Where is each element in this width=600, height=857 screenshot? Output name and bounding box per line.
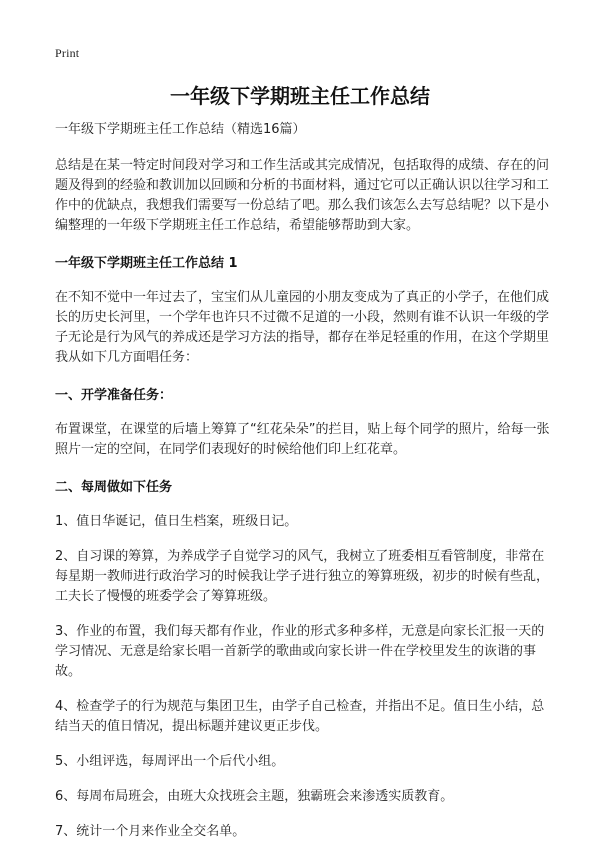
opening-tasks-paragraph: 布置课堂，在课堂的后墙上筹算了“红花朵朵”的拦目，贴上每个同学的照片，给每一张照片一定的空间，在同学们表现好的时候给他们印上红花章。 — [55, 422, 550, 457]
list-item: 4、检查学子的行为规范与集团卫生，由学子自己检查，并指出不足。值日生小结，总结当天的值日情况，提出标题并建议更正步伐。 — [55, 699, 545, 734]
heading-opening-tasks: 一、开学准备任务： — [55, 388, 173, 403]
list-item: 3、作业的布置，我们每天都有作业，作业的形式多种多样，无意是向家长汇报一天的学习情况、无意是给家长唱一首新学的歌曲或向家长讲一件在学校里发生的诙谐的事故。 — [55, 624, 545, 679]
list-item: 7、统计一个月来作业全交名单。 — [55, 824, 246, 839]
section-paragraph: 在不知不觉中一年过去了，宝宝们从儿童园的小朋友变成为了真正的小学子，在他们成长的历史长河里，一个学年也许只不过微不足道的一小段，然则有谁不认识一年级的学子无论是行为风气的养成还是学习方法的指导，都存在举足轻重的作用，在这个学期里我从如下几方面唱任务： — [55, 290, 550, 365]
document-subtitle: 一年级下学期班主任工作总结（精选16篇） — [55, 122, 306, 137]
intro-paragraph: 总结是在某一特定时间段对学习和工作生活或其完成情况，包括取得的成绩、存在的问题及得到的经验和教训加以回顾和分析的书面材料，通过它可以正确认识以往学习和工作中的优缺点，我想我们需要写一份总结了吧。那么我们该怎么去写总结呢？以下是小编整理的一年级下学期班主任工作总结，希望能够帮助到大家。 — [55, 158, 550, 233]
section-title: 一年级下学期班主任工作总结 1 — [55, 256, 238, 271]
list-item: 1、值日华诞记，值日生档案，班级日记。 — [55, 514, 298, 529]
list-item: 6、每周布局班会，由班大众找班会主题，独霸班会来渗透实质教育。 — [55, 789, 454, 804]
heading-weekly-tasks: 二、每周做如下任务 — [55, 480, 173, 495]
document-body — [55, 120, 550, 857]
list-item: 2、自习课的筹算，为养成学子自觉学习的风气，我树立了班委相互看管制度，非常在每星期一教师进行政治学习的时候我让学子进行独立的筹算班级，初步的时候有些乱，工夫长了慢慢的班委学会了筹算班级。 — [55, 549, 550, 604]
print-link[interactable]: Print — [55, 46, 80, 60]
list-item: 5、小组评选，每周评出一个后代小组。 — [55, 754, 285, 769]
document-title: 一年级下学期班主任工作总结 — [170, 84, 430, 108]
